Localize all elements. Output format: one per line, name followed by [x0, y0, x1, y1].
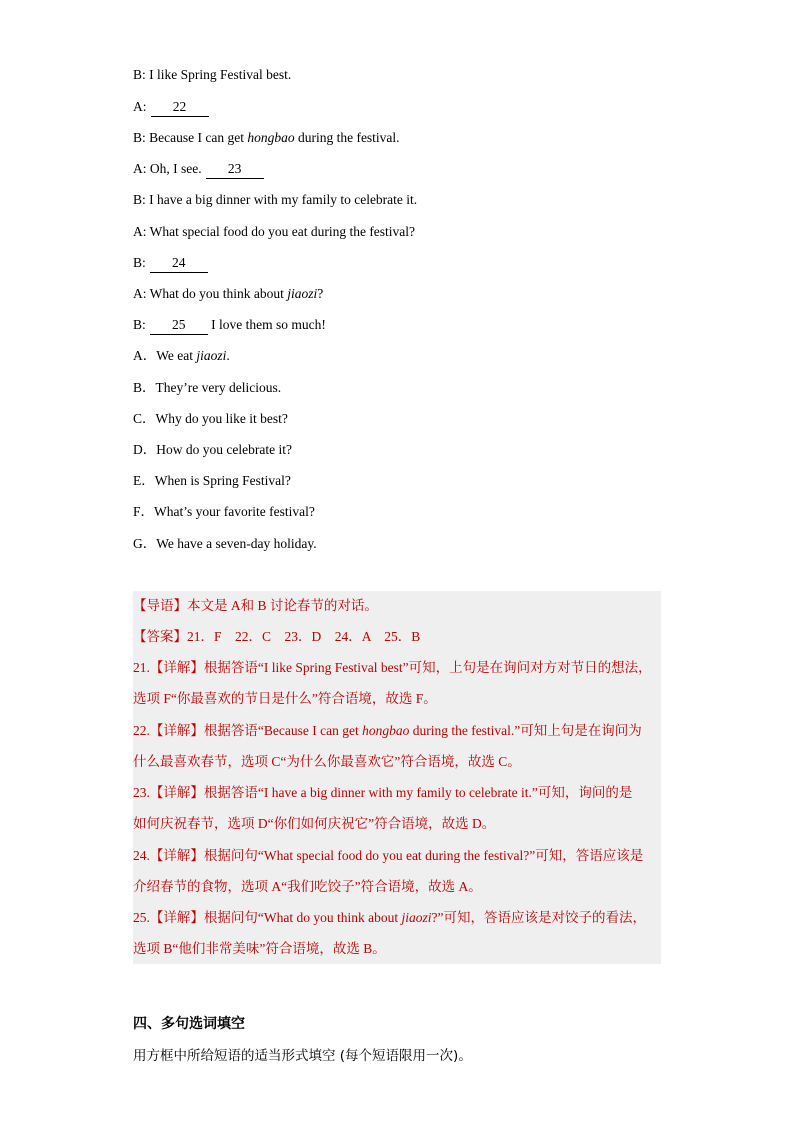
explanation-23-line2: 如何庆祝春节，选项 D“你们如何庆祝它”符合语境，故选 D。 [133, 816, 496, 831]
line-text: B: I like Spring Festival best. [133, 67, 292, 82]
line-text: I love them so much! [211, 317, 326, 332]
explanation-24-line2: 介绍春节的食物，选项 A“我们吃饺子”符合语境，故选 A。 [133, 879, 482, 894]
dialogue-line [133, 160, 264, 179]
speaker-label: B: [133, 255, 146, 270]
section-instruction: 用方框中所给短语的适当形式填空 (每个短语限用一次)。 [133, 1048, 472, 1064]
blank-25[interactable]: 25 [150, 316, 208, 335]
option-c: C．Why do you like it best? [133, 411, 288, 426]
option-text: A．We eat [133, 348, 197, 363]
speaker-label: A: [133, 99, 147, 114]
line-text: during the festival. [294, 130, 400, 145]
option-b: B．They’re very delicious. [133, 380, 282, 395]
blank-22[interactable]: 22 [151, 98, 209, 117]
italic-word: jiaozi [287, 286, 318, 301]
explanation-text: during the festival.”可知上句是在询问为 [409, 723, 642, 738]
line-text: B: Because I can get [133, 130, 248, 145]
dialogue-line [133, 66, 291, 84]
explanation-22-line2: 什么最喜欢春节，选项 C“为什么你最喜欢它”符合语境，故选 C。 [133, 754, 521, 769]
line-text: ? [317, 286, 324, 301]
option-a [133, 347, 230, 365]
dialogue-line [133, 223, 415, 241]
option-g: G．We have a seven-day holiday. [133, 536, 317, 551]
dialogue-line [133, 285, 323, 303]
option-d: D．How do you celebrate it? [133, 442, 292, 457]
answer-intro: 【导语】本文是 A和 B 讨论春节的对话。 [133, 598, 378, 613]
line-text: B: I have a big dinner with my family to celebrate it. [133, 192, 418, 207]
answer-key: 【答案】21．F 22．C 23．D 24．A 25．B [133, 629, 421, 644]
italic-word: hongbao [362, 723, 410, 738]
explanation-25-line2: 选项 B“他们非常美味”符合语境，故选 B。 [133, 941, 386, 956]
explanation-text: ?”可知，答语应该是对饺子的看法， [431, 910, 646, 925]
dialogue-line [133, 98, 209, 117]
blank-24[interactable]: 24 [150, 254, 208, 273]
option-f: F．What’s your favorite festival? [133, 504, 315, 519]
section-heading: 四、多句选词填空 [133, 1016, 245, 1032]
dialogue-line [133, 191, 417, 209]
line-text: A: What do you think about [133, 286, 288, 301]
explanation-text: 25.【详解】根据问句“What do you think about [133, 910, 402, 925]
explanation-21-line2: 选项 F“你最喜欢的节日是什么”符合语境，故选 F。 [133, 691, 437, 706]
italic-word: jiaozi [401, 910, 432, 925]
explanation-21-line1: 21.【详解】根据答语“I like Spring Festival best”可知，上句是在询问对方对节日的想法， [133, 660, 652, 675]
explanation-22-line1 [133, 722, 642, 740]
dialogue-line [133, 316, 326, 335]
blank-23[interactable]: 23 [206, 160, 264, 179]
italic-word: hongbao [247, 130, 295, 145]
dialogue-line [133, 254, 208, 273]
speaker-label: B: [133, 317, 146, 332]
line-text: A: What special food do you eat during the festival? [133, 224, 416, 239]
option-text: . [226, 348, 230, 363]
line-text: A: Oh, I see. [133, 161, 202, 176]
option-e: E．When is Spring Festival? [133, 473, 291, 488]
explanation-23-line1: 23.【详解】根据答语“I have a big dinner with my family to celebrate it.”可知，询问的是 [133, 785, 633, 800]
explanation-text: 22.【详解】根据答语“Because I can get [133, 723, 363, 738]
explanation-25-line1 [133, 909, 646, 927]
dialogue-line [133, 129, 400, 147]
italic-word: jiaozi [196, 348, 227, 363]
explanation-24-line1: 24.【详解】根据问句“What special food do you eat during the festival?”可知，答语应该是 [133, 848, 644, 863]
